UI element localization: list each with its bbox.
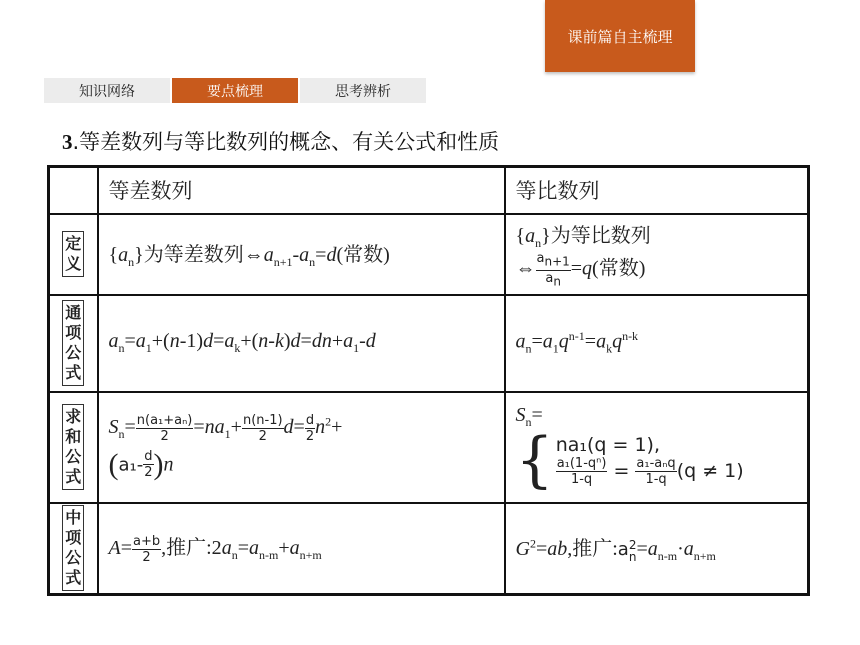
row-label-text: 求和公式 <box>62 404 84 490</box>
sum-fraction-1: $\frac{\text{n(a₁+aₙ)}}{2}$ <box>136 412 193 444</box>
row-label-middle <box>49 503 98 595</box>
cell-geo-definition: $\{a_n\}$为等比数列 ⇔ $\frac{a_{n+1}}{a_n}$ =q(常数) <box>505 214 809 295</box>
row-label-general-term <box>49 295 98 392</box>
cell-arith-general-term: $a_n=a_1+(n-1)d=a_k+(n-k)d=dn+a_1-d$ <box>98 295 505 392</box>
col-header-geometric: 等比数列 <box>505 167 809 214</box>
left-brace-icon: { <box>515 425 554 495</box>
geo-sum-cases: { na₁(q = 1), $\frac{\text{a₁(1-qⁿ)}}{1-q}$ = $\frac{\text{a₁-aₙq}}{1-q}$ (q ≠ 1) <box>515 425 744 495</box>
row-label-text: 定义 <box>62 231 84 277</box>
cell-arith-definition: $\{a_n\}$为等差数列$\Leftrightarrow a_{n+1}-a_n=d$(常数) <box>98 214 505 295</box>
row-label-sum <box>49 392 98 503</box>
cell-geo-general-term: $a_n=a_1q^{n-1}=a_kq^{n-k}$ <box>505 295 809 392</box>
tab-knowledge-network[interactable]: 知识网络 <box>44 78 170 103</box>
cell-arith-sum: $S_n=$ $\frac{\text{n(a₁+aₙ)}}{2}$ $=na_1+$ $\frac{n(n-1)}{2}$ d= $\frac{d}{2}$ $n^2+$ (a₁- $\frac{d}{2}$ )n <box>98 392 505 503</box>
row-label-text: 中项公式 <box>62 505 84 591</box>
tab-key-points[interactable]: 要点梳理 <box>172 78 298 103</box>
heading-number: 3 <box>62 130 73 154</box>
sum-fraction-3: $\frac{d}{2}$ <box>305 412 315 444</box>
row-label-definition <box>49 214 98 295</box>
middle-fraction: $\frac{a+b}{2}$ <box>133 534 161 566</box>
tab-reflection[interactable]: 思考辨析 <box>300 78 426 103</box>
cell-geo-middle: $G^2=ab$,推广:a 2 n $=a_{n-m}\cdot a_{n+m}$ <box>505 503 809 595</box>
sum-fraction-4: $\frac{d}{2}$ <box>144 449 153 480</box>
heading-text: .等差数列与等比数列的概念、有关公式和性质 <box>72 130 500 154</box>
formula-table <box>47 165 810 596</box>
section-heading <box>62 126 499 156</box>
sum-fraction-2: $\frac{n(n-1)}{2}$ <box>242 412 283 444</box>
tab-bar <box>44 78 428 103</box>
geo-sum-fraction-1: $\frac{\text{a₁(1-qⁿ)}}{1-q}$ <box>556 455 607 487</box>
col-header-arithmetic: 等差数列 <box>98 167 505 214</box>
row-label-text: 通项公式 <box>62 300 84 386</box>
corner-cell <box>49 167 98 214</box>
section-corner-tab[interactable]: 课前篇自主梳理 <box>545 0 695 72</box>
ratio-fraction: $\frac{a_{n+1}}{a_n}$ <box>536 250 570 289</box>
geo-sum-fraction-2: $\frac{\text{a₁-aₙq}}{1-q}$ <box>636 455 676 487</box>
cell-arith-middle: A= $\frac{a+b}{2}$ ,推广$:2a_n=a_{n-m}+a_{n+m}$ <box>98 503 505 595</box>
cell-geo-sum: $S_n=$ { na₁(q = 1), $\frac{\text{a₁(1-qⁿ)}}{1-q}$ = $\frac{\text{a₁-aₙq}}{1-q}$ (q ≠ 1) <box>505 392 809 503</box>
